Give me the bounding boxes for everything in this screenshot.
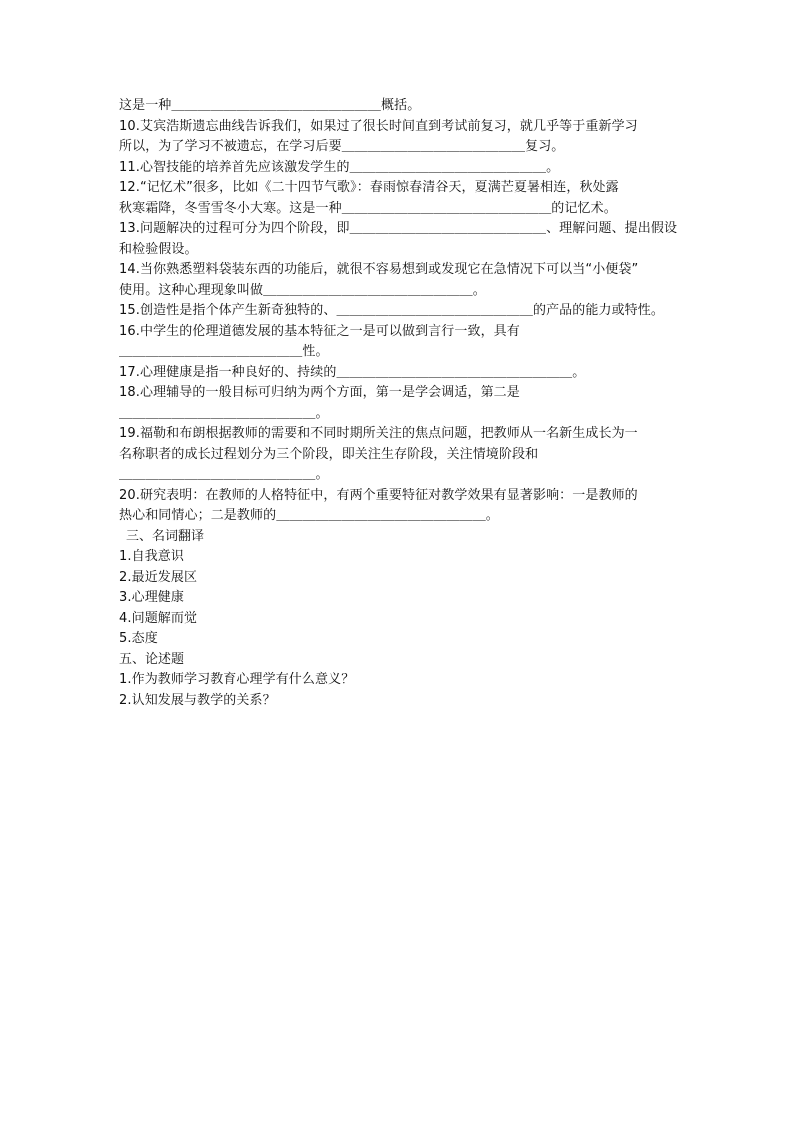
- question-11: 11.心智技能的培养首先应该激发学生的＿＿＿＿＿＿＿＿＿＿＿＿＿＿＿。: [119, 159, 560, 175]
- term-item: 3.心理健康: [119, 590, 185, 605]
- question-18-line-2: ＿＿＿＿＿＿＿＿＿＿＿＿＿＿＿。: [119, 405, 329, 421]
- question-20-line-2: 热心和同情心；二是教师的＿＿＿＿＿＿＿＿＿＿＿＿＿＿＿＿。: [119, 508, 499, 523]
- question-19-line-2: 名称职者的成长过程划分为三个阶段，即关注生存阶段，关注情境阶段和: [119, 446, 539, 462]
- essay-question: 1.作为教师学习教育心理学有什么意义？: [119, 672, 355, 687]
- question-13-line-1: 13.问题解决的过程可分为四个阶段，即＿＿＿＿＿＿＿＿＿＿＿＿＿＿＿、理解问题、提出假设: [119, 221, 678, 236]
- fill-in-blank-block: [119, 96, 679, 527]
- question-12-line-1: 12.“记忆术”很多，比如《二十四节气歌》：春雨惊春清谷天，夏满芒夏暑相连，秋处露: [119, 180, 619, 195]
- term-item: 4.问题解而觉: [119, 610, 198, 626]
- question-18-line-1: 18.心理辅导的一般目标可归纳为两个方面，第一是学会调适，第二是: [119, 385, 520, 400]
- section-essay: [119, 650, 679, 712]
- question-19-line-3: ＿＿＿＿＿＿＿＿＿＿＿＿＿＿＿。: [119, 467, 329, 482]
- section-heading: 五、论述题: [119, 651, 185, 667]
- question-20-line-1: 20.研究表明：在教师的人格特征中，有两个重要特征对教学效果有显著影响：一是教师的: [119, 487, 638, 503]
- question-14-line-1: 14.当你熟悉塑料袋装东西的功能后，就很不容易想到或发现它在急情况下可以当“小便袋”: [119, 262, 639, 277]
- section-heading: 三、名词翻译: [126, 528, 205, 544]
- question-15: 15.创造性是指个体产生新奇独特的、＿＿＿＿＿＿＿＿＿＿＿＿＿＿＿的产品的能力或特性。: [119, 303, 664, 318]
- question-10-line-1: 10.艾宾浩斯遗忘曲线告诉我们，如果过了很长时间直到考试前复习，就几乎等于重新学习: [119, 118, 638, 134]
- question-17: 17.心理健康是指一种良好的、持续的＿＿＿＿＿＿＿＿＿＿＿＿＿＿＿＿＿＿。: [119, 364, 586, 380]
- essay-question: 2.认知发展与教学的关系？: [119, 692, 276, 708]
- text-line: 这是一种＿＿＿＿＿＿＿＿＿＿＿＿＿＿＿＿概括。: [119, 98, 421, 113]
- term-item: 1.自我意识: [119, 549, 185, 564]
- question-14-line-2: 使用。这种心理现象叫做＿＿＿＿＿＿＿＿＿＿＿＿＿＿＿＿。: [119, 282, 486, 298]
- question-13-line-2: 和检验假设。: [119, 241, 198, 257]
- term-item: 5.态度: [119, 631, 158, 646]
- question-16-line-2: ＿＿＿＿＿＿＿＿＿＿＿＿＿＿性。: [119, 344, 329, 359]
- section-terms: [119, 527, 679, 650]
- question-12-line-2: 秋寒霜降，冬雪雪冬小大寒。这是一种＿＿＿＿＿＿＿＿＿＿＿＿＿＿＿＿的记忆术。: [119, 200, 617, 216]
- term-item: 2.最近发展区: [119, 569, 198, 585]
- question-16-line-1: 16.中学生的伦理道德发展的基本特征之一是可以做到言行一致，具有: [119, 323, 520, 339]
- document-page: [119, 96, 679, 711]
- question-19-line-1: 19.福勒和布朗根据教师的需要和不同时期所关注的焦点问题，把教师从一名新生成长为一: [119, 426, 638, 441]
- question-10-line-2: 所以，为了学习不被遗忘，在学习后要＿＿＿＿＿＿＿＿＿＿＿＿＿＿复习。: [119, 139, 565, 154]
